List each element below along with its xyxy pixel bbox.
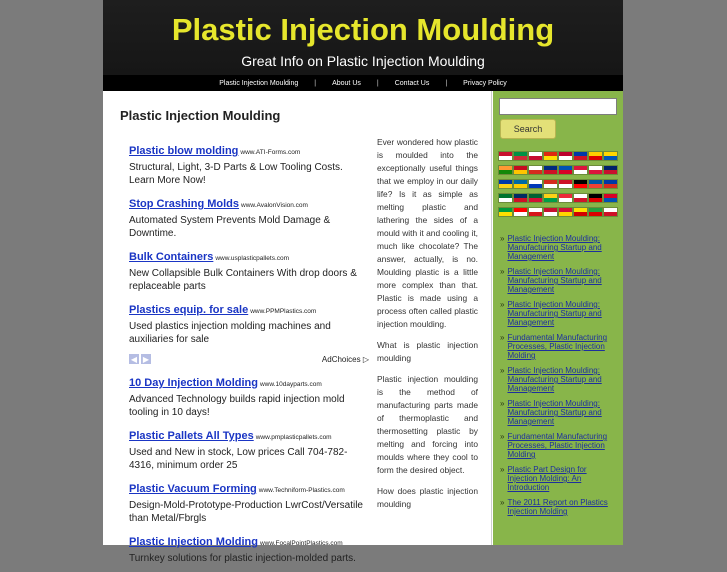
language-flag-icon[interactable]	[588, 165, 603, 175]
sidebar-link[interactable]	[500, 399, 618, 426]
article-paragraph: Ever wondered how plastic is moulded into the exceptionally useful things that we employ in our daily life? Is it as simple as melting plastic and lathering the sides of a mould with it and cooling it, much like chocolate? The answer, actually, is no. Moulding plastic is a little more complex than that. Plastic is made using a process often called plastic injection moulding.	[377, 137, 478, 329]
language-flag-icon[interactable]	[513, 165, 528, 175]
ad-description: Design-Mold-Prototype-Production LwrCost/Versatile than Metal/Fbrgls	[129, 500, 363, 524]
bullet-icon: »	[500, 234, 505, 243]
language-flag-icon[interactable]	[558, 165, 573, 175]
ad-title-link[interactable]: Stop Crashing Molds	[129, 198, 239, 210]
sidebar-link-label[interactable]: Plastic Part Design for Injection Molding: An Introduction	[507, 465, 587, 492]
language-flag-icon[interactable]	[558, 193, 573, 203]
language-flag-icon[interactable]	[588, 207, 603, 217]
language-flag-icon[interactable]	[558, 207, 573, 217]
search-input[interactable]	[499, 98, 617, 115]
adchoices-bar	[129, 353, 369, 365]
bullet-icon: »	[500, 432, 505, 441]
language-flag-icon[interactable]	[498, 193, 513, 203]
bullet-icon: »	[500, 399, 505, 408]
sidebar-link[interactable]	[500, 432, 618, 459]
article-paragraph: What is plastic injection moulding	[377, 340, 478, 363]
ad-title-link[interactable]: Plastic Injection Molding	[129, 536, 258, 548]
sidebar-link[interactable]	[500, 234, 618, 261]
ad-title-link[interactable]: Plastic Pallets All Types	[129, 430, 254, 442]
language-flag-icon[interactable]	[513, 179, 528, 189]
language-flag-icon[interactable]	[528, 193, 543, 203]
site-subtitle: Great Info on Plastic Injection Moulding	[241, 53, 485, 69]
adchoices-link[interactable]	[322, 355, 369, 364]
language-flag-icon[interactable]	[528, 207, 543, 217]
ad-item	[129, 479, 369, 525]
bullet-icon: »	[500, 267, 505, 276]
sidebar-link-label[interactable]: The 2011 Report on Plastics Injection Molding	[507, 498, 608, 516]
main-content	[105, 91, 492, 564]
bullet-icon: »	[500, 366, 505, 375]
search-button[interactable]: Search	[500, 119, 556, 139]
bullet-icon: »	[500, 300, 505, 309]
sidebar-link-label[interactable]: Plastic Injection Moulding: Manufacturing Startup and Management	[507, 234, 602, 261]
nav-item[interactable]: Privacy Policy	[463, 79, 507, 87]
ad-description: New Collapsible Bulk Containers With drop doors & replaceable parts	[129, 268, 357, 292]
language-flag-icon[interactable]	[498, 151, 513, 161]
sidebar	[493, 91, 623, 545]
language-flag-icon[interactable]	[573, 207, 588, 217]
adchoices-label[interactable]: AdChoices	[321, 354, 361, 364]
ad-description: Automated System Prevents Mold Damage & Downtime.	[129, 215, 331, 239]
ad-item	[129, 300, 369, 346]
language-flag-icon[interactable]	[603, 207, 618, 217]
language-flag-icon[interactable]	[588, 151, 603, 161]
site-header	[103, 0, 623, 75]
ad-title-link[interactable]: Plastics equip. for sale	[129, 304, 249, 316]
ad-title-link[interactable]: Bulk Containers	[129, 251, 214, 263]
nav-separator: |	[376, 79, 379, 87]
ad-url[interactable]: www.Techniform-Plastics.com	[258, 487, 345, 494]
ad-title-link[interactable]: Plastic blow molding	[129, 145, 239, 157]
ad-title-link[interactable]: Plastic Vacuum Forming	[129, 483, 257, 495]
article	[377, 136, 478, 519]
language-flag-icon[interactable]	[603, 179, 618, 189]
ad-block	[129, 141, 369, 572]
language-flag-icon[interactable]	[558, 179, 573, 189]
sidebar-link[interactable]	[500, 366, 618, 393]
language-flag-icon[interactable]	[543, 207, 558, 217]
nav-item[interactable]: About Us	[332, 79, 361, 87]
ad-url[interactable]: www.usplasticpallets.com	[215, 255, 290, 262]
language-flag-icon[interactable]	[543, 151, 558, 161]
article-paragraph: Plastic injection moulding is the method of manufacturing parts made of thermoplastic and thermosetting plastic by melting and forcing into moulds where they cool to form the desired object.	[377, 374, 478, 475]
language-flag-icon[interactable]	[528, 151, 543, 161]
sidebar-link-label[interactable]: Plastic Injection Moulding: Manufacturing Startup and Management	[507, 399, 602, 426]
language-flag-icon[interactable]	[498, 207, 513, 217]
language-flag-icon[interactable]	[603, 193, 618, 203]
ad-url[interactable]: www.10dayparts.com	[259, 381, 322, 388]
sidebar-link-label[interactable]: Plastic Injection Moulding: Manufacturing Startup and Management	[507, 267, 602, 294]
adchoices-icon[interactable]: ▷	[362, 354, 369, 364]
ad-url[interactable]: www.PPMPlastics.com	[250, 308, 317, 315]
sidebar-link-label[interactable]: Fundamental Manufacturing Processes, Plastic Injection Molding	[507, 432, 608, 459]
sidebar-link-label[interactable]: Plastic Injection Moulding: Manufacturing Startup and Management	[507, 366, 602, 393]
top-nav	[103, 75, 623, 91]
sidebar-link-label[interactable]: Fundamental Manufacturing Processes, Plastic Injection Molding	[507, 333, 608, 360]
language-flag-icon[interactable]	[513, 193, 528, 203]
language-flag-icon[interactable]	[543, 179, 558, 189]
ad-item	[129, 194, 369, 240]
ad-description: Structural, Light, 3-D Parts & Low Tooling Costs. Learn More Now!	[129, 162, 343, 186]
bullet-icon: »	[500, 465, 505, 474]
ad-description: Used plastics injection molding machines and auxiliaries for sale	[129, 321, 331, 345]
sidebar-link[interactable]	[500, 300, 618, 327]
language-flag-icon[interactable]	[603, 165, 618, 175]
sidebar-link[interactable]	[500, 267, 618, 294]
ad-item	[129, 426, 369, 472]
ad-description: Used and New in stock, Low prices Call 704-782-4316, minimum order 25	[129, 447, 348, 471]
ad-url[interactable]: www.AvalonVision.com	[241, 202, 308, 209]
next-arrow-icon[interactable]: ▶	[142, 354, 150, 364]
language-flag-icon[interactable]	[513, 151, 528, 161]
ad-url[interactable]: www.FocalPointPlastics.com	[259, 540, 343, 547]
language-flag-icon[interactable]	[573, 151, 588, 161]
language-flag-icon[interactable]	[573, 165, 588, 175]
site-title[interactable]: Plastic Injection Moulding	[171, 12, 555, 47]
language-flag-icon[interactable]	[603, 151, 618, 161]
language-flag-icon[interactable]	[528, 179, 543, 189]
language-flag-icon[interactable]	[543, 165, 558, 175]
nav-separator: |	[314, 79, 317, 87]
ad-pager	[129, 354, 151, 364]
ad-item	[129, 141, 369, 187]
language-flag-icon[interactable]	[543, 193, 558, 203]
nav-separator: |	[445, 79, 448, 87]
ad-url[interactable]: www.pmplasticpallets.com	[255, 434, 332, 441]
page-title: Plastic Injection Moulding	[120, 108, 281, 123]
language-flag-icon[interactable]	[528, 165, 543, 175]
bullet-icon: »	[500, 333, 505, 342]
language-flag-icon[interactable]	[573, 179, 588, 189]
bullet-icon: »	[500, 498, 505, 507]
related-links	[500, 234, 618, 522]
ad-description: Advanced Technology builds rapid injection mold tooling in 10 days!	[129, 394, 345, 418]
ad-title-link[interactable]: 10 Day Injection Molding	[129, 377, 258, 389]
language-flag-icon[interactable]	[588, 179, 603, 189]
nav-item[interactable]: Contact Us	[394, 79, 430, 87]
ad-item	[129, 532, 369, 565]
language-flag-icon[interactable]	[498, 179, 513, 189]
nav-item[interactable]: Plastic Injection Moulding	[219, 79, 299, 87]
language-flag-icon[interactable]	[513, 207, 528, 217]
language-flag-icon[interactable]	[498, 165, 513, 175]
article-paragraph: How does plastic injection moulding	[377, 486, 478, 509]
language-flag-icon[interactable]	[558, 151, 573, 161]
ad-description: Turnkey solutions for plastic injection-molded parts.	[129, 553, 356, 564]
prev-arrow-icon[interactable]: ◀	[130, 354, 138, 364]
ad-item	[129, 247, 369, 293]
language-flag-icon[interactable]	[573, 193, 588, 203]
sidebar-link-label[interactable]: Plastic Injection Moulding: Manufacturing Startup and Management	[507, 300, 602, 327]
sidebar-link[interactable]	[500, 333, 618, 360]
sidebar-link[interactable]	[500, 498, 618, 516]
language-flag-icon[interactable]	[588, 193, 603, 203]
sidebar-link[interactable]	[500, 465, 618, 492]
ad-item	[129, 373, 369, 419]
language-flags	[498, 151, 618, 217]
ad-url[interactable]: www.ATI-Forms.com	[240, 149, 301, 156]
